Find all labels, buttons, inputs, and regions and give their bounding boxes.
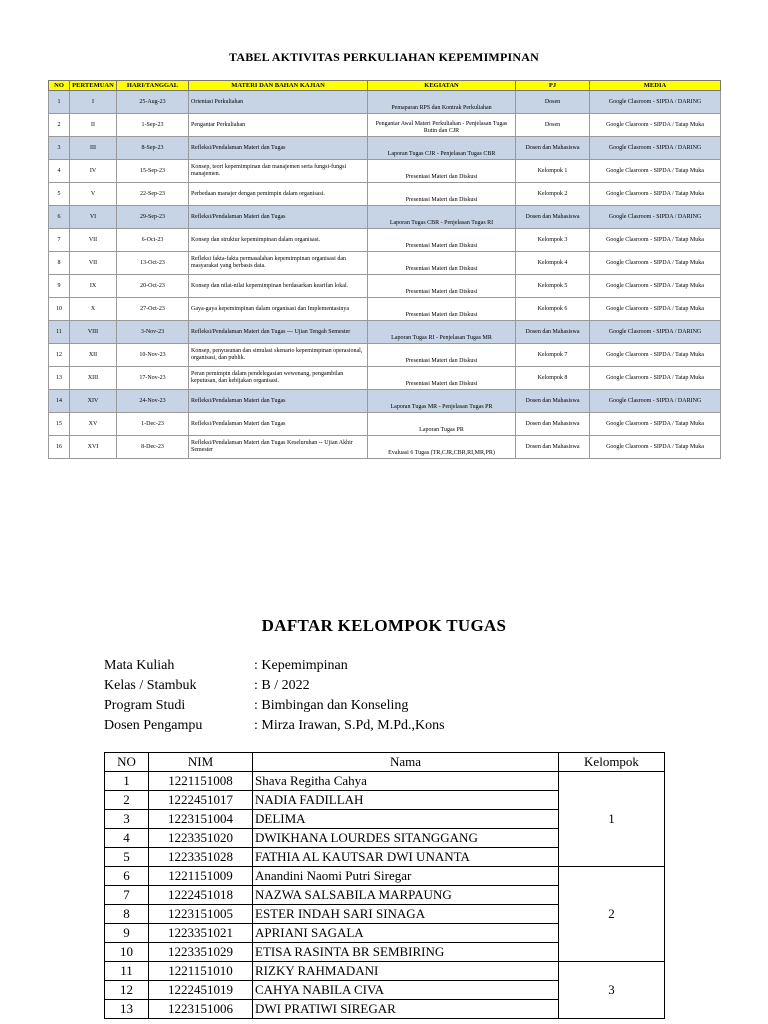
header-no: NO [49, 81, 70, 91]
cell-nama: NADIA FADILLAH [253, 791, 559, 810]
course-info-row [104, 696, 445, 716]
cell-kegiatan: Presentasi Materi dan Diskusi [368, 160, 516, 183]
cell-nim: 1222451019 [149, 981, 253, 1000]
cell-nama: DELIMA [253, 810, 559, 829]
cell-nim: 1223351028 [149, 848, 253, 867]
cell-kegiatan: Pengantar Awal Materi Perkuliahan - Penjelasan Tugas Rutin dan CJR [368, 114, 516, 137]
cell-kegiatan: Presentasi Materi dan Diskusi [368, 298, 516, 321]
cell-nama: CAHYA NABILA CIVA [253, 981, 559, 1000]
cell-nama: Shava Regitha Cahya [253, 772, 559, 791]
cell-no: 11 [49, 321, 70, 344]
info-label: Dosen Pengampu [104, 718, 203, 733]
cell-pj: Dosen dan Mahasiswa [516, 390, 590, 413]
activity-row [49, 183, 721, 206]
cell-nim: 1221151010 [149, 962, 253, 981]
cell-no: 1 [49, 91, 70, 114]
cell-kegiatan: Presentasi Materi dan Diskusi [368, 344, 516, 367]
activity-row [49, 91, 721, 114]
group-list-title: DAFTAR KELOMPOK TUGAS [261, 616, 507, 635]
cell-no: 10 [49, 298, 70, 321]
cell-pj: Kelompok 2 [516, 183, 590, 206]
cell-kegiatan: Presentasi Materi dan Diskusi [368, 367, 516, 390]
cell-materi: Refleksi/Pendalaman Materi dan Tugas Keseluruhan -- Ujian Akhir Semester [189, 436, 368, 459]
cell-no: 10 [105, 943, 149, 962]
cell-media: Google Clasroom - SIPDA / DARING [590, 137, 721, 160]
cell-nim: 1221151008 [149, 772, 253, 791]
cell-pertemuan: III [70, 137, 117, 160]
cell-pj: Kelompok 6 [516, 298, 590, 321]
cell-materi: Refleksi fakta-fakta permasalahan kepemimpinan organisasi dan masyarakat yang berbasis data. [189, 252, 368, 275]
info-label: Mata Kuliah [104, 658, 175, 673]
cell-no: 9 [49, 275, 70, 298]
cell-media: Google Clasroom - SIPDA / Tatap Muka [590, 436, 721, 459]
cell-pertemuan: XIV [70, 390, 117, 413]
cell-pj: Dosen dan Mahasiswa [516, 137, 590, 160]
cell-pertemuan: XVI [70, 436, 117, 459]
cell-pj: Kelompok 8 [516, 367, 590, 390]
cell-no: 6 [49, 206, 70, 229]
cell-pertemuan: XII [70, 344, 117, 367]
cell-tanggal: 10-Nov-23 [117, 344, 189, 367]
header-no: NO [105, 753, 149, 772]
cell-no: 4 [105, 829, 149, 848]
cell-pertemuan: VII [70, 229, 117, 252]
header-pj: PJ [516, 81, 590, 91]
header-media: MEDIA [590, 81, 721, 91]
cell-no: 2 [105, 791, 149, 810]
group-row [105, 867, 665, 886]
activity-row [49, 160, 721, 183]
activity-row [49, 367, 721, 390]
activity-row [49, 114, 721, 137]
cell-pj: Kelompok 1 [516, 160, 590, 183]
cell-nim: 1223351029 [149, 943, 253, 962]
cell-kegiatan: Laporan Tugas CBR - Penjelasan Tugas RI [368, 206, 516, 229]
cell-pj: Dosen [516, 91, 590, 114]
cell-no: 9 [105, 924, 149, 943]
cell-nim: 1223151004 [149, 810, 253, 829]
activity-table [48, 80, 721, 459]
cell-pertemuan: XIII [70, 367, 117, 390]
cell-pj: Dosen dan Mahasiswa [516, 321, 590, 344]
cell-nama: DWI PRATIWI SIREGAR [253, 1000, 559, 1019]
cell-kegiatan: Evaluasi 6 Tugas (TR,CJR,CBR,RI,MR,PR) [368, 436, 516, 459]
cell-tanggal: 24-Nov-23 [117, 390, 189, 413]
cell-tanggal: 27-Oct-23 [117, 298, 189, 321]
cell-media: Google Clasroom - SIPDA / DARING [590, 206, 721, 229]
cell-media: Google Clasroom - SIPDA / DARING [590, 91, 721, 114]
cell-materi: Konsep, teori kepemimpinan dan manajemen serta fungsi-fungsi manajemen. [189, 160, 368, 183]
cell-nim: 1223351021 [149, 924, 253, 943]
cell-no: 15 [49, 413, 70, 436]
cell-no: 1 [105, 772, 149, 791]
cell-media: Google Clasroom - SIPDA / Tatap Muka [590, 160, 721, 183]
cell-no: 3 [105, 810, 149, 829]
cell-materi: Konsep dan nilai-nilai kepemimpinan berdasarkan kearifan lokal. [189, 275, 368, 298]
header-tanggal: HARI/TANGGAL [117, 81, 189, 91]
cell-no: 14 [49, 390, 70, 413]
cell-nim: 1222451017 [149, 791, 253, 810]
cell-kegiatan: Laporan Tugas PR [368, 413, 516, 436]
cell-pj: Dosen dan Mahasiswa [516, 206, 590, 229]
cell-materi: Refleksi/Pendalaman Materi dan Tugas [189, 390, 368, 413]
cell-materi: Perbedaan manajer dengan pemimpin dalam organisasi. [189, 183, 368, 206]
cell-nama: Anandini Naomi Putri Siregar [253, 867, 559, 886]
cell-media: Google Clasroom - SIPDA / DARING [590, 321, 721, 344]
cell-no: 12 [49, 344, 70, 367]
cell-kelompok: 1 [559, 772, 665, 867]
cell-materi: Orientasi Perkuliahan [189, 91, 368, 114]
cell-nama: NAZWA SALSABILA MARPAUNG [253, 886, 559, 905]
group-table [104, 752, 665, 1019]
cell-tanggal: 29-Sep-23 [117, 206, 189, 229]
activity-row [49, 206, 721, 229]
header-kelompok: Kelompok [559, 753, 665, 772]
activity-row [49, 344, 721, 367]
cell-no: 11 [105, 962, 149, 981]
cell-nama: ESTER INDAH SARI SINAGA [253, 905, 559, 924]
cell-no: 7 [49, 229, 70, 252]
cell-media: Google Clasroom - SIPDA / Tatap Muka [590, 252, 721, 275]
cell-no: 12 [105, 981, 149, 1000]
cell-materi: Gaya-gaya kepemimpinan dalam organisasi dan Implementasinya [189, 298, 368, 321]
course-info-row [104, 656, 445, 676]
activity-row [49, 252, 721, 275]
cell-media: Google Clasroom - SIPDA / Tatap Muka [590, 114, 721, 137]
header-materi: MATERI DAN BAHAN KAJIAN [189, 81, 368, 91]
cell-kegiatan: Pemaparan RPS dan Kontrak Perkuliahan [368, 91, 516, 114]
cell-kegiatan: Presentasi Materi dan Diskusi [368, 252, 516, 275]
activity-row [49, 229, 721, 252]
cell-kelompok: 3 [559, 962, 665, 1019]
cell-media: Google Clasroom - SIPDA / Tatap Muka [590, 229, 721, 252]
cell-materi: Konsep, penyusunan dan simulasi skenario kepemimpinan operasional, organisasi, dan publik. [189, 344, 368, 367]
cell-pertemuan: VI [70, 206, 117, 229]
cell-nama: RIZKY RAHMADANI [253, 962, 559, 981]
cell-no: 7 [105, 886, 149, 905]
cell-pertemuan: X [70, 298, 117, 321]
info-label: Kelas / Stambuk [104, 678, 197, 693]
course-info [104, 656, 445, 736]
cell-materi: Refleksi/Pendalaman Materi dan Tugas --- Ujian Tengah Semester [189, 321, 368, 344]
header-nama: Nama [253, 753, 559, 772]
activity-row [49, 298, 721, 321]
cell-materi: Konsep dan struktur kepemimpinan dalam organisasi. [189, 229, 368, 252]
info-value: : Bimbingan dan Konseling [254, 698, 409, 713]
cell-kegiatan: Laporan Tugas CJR - Penjelasan Tugas CBR [368, 137, 516, 160]
cell-materi: Refleksi/Pendalaman Materi dan Tugas [189, 413, 368, 436]
cell-no: 13 [49, 367, 70, 390]
course-info-row [104, 676, 445, 696]
group-header-row [105, 753, 665, 772]
cell-pj: Kelompok 5 [516, 275, 590, 298]
cell-kegiatan: Presentasi Materi dan Diskusi [368, 183, 516, 206]
cell-pertemuan: IX [70, 275, 117, 298]
info-label: Program Studi [104, 698, 186, 713]
cell-materi: Refleksi/Pendalaman Materi dan Tugas [189, 137, 368, 160]
cell-materi: Peran pemimpin dalam pendelegasian wewenang, pengambilan keputusan, dan kebijakan organisasi. [189, 367, 368, 390]
cell-no: 4 [49, 160, 70, 183]
cell-tanggal: 8-Sep-23 [117, 137, 189, 160]
cell-no: 5 [49, 183, 70, 206]
cell-nama: FATHIA AL KAUTSAR DWI UNANTA [253, 848, 559, 867]
cell-media: Google Clasroom - SIPDA / Tatap Muka [590, 344, 721, 367]
cell-pertemuan: V [70, 183, 117, 206]
cell-media: Google Clasroom - SIPDA / DARING [590, 390, 721, 413]
cell-pj: Kelompok 3 [516, 229, 590, 252]
info-value: : B / 2022 [254, 678, 310, 693]
cell-nama: APRIANI SAGALA [253, 924, 559, 943]
cell-pertemuan: II [70, 114, 117, 137]
cell-tanggal: 6-Oct-23 [117, 229, 189, 252]
cell-pj: Dosen [516, 114, 590, 137]
cell-media: Google Clasroom - SIPDA / Tatap Muka [590, 413, 721, 436]
cell-tanggal: 20-Oct-23 [117, 275, 189, 298]
cell-tanggal: 1-Sep-23 [117, 114, 189, 137]
course-info-row [104, 716, 445, 736]
cell-kegiatan: Presentasi Materi dan Diskusi [368, 229, 516, 252]
activity-row [49, 413, 721, 436]
cell-nim: 1223151005 [149, 905, 253, 924]
cell-pj: Kelompok 7 [516, 344, 590, 367]
cell-pertemuan: I [70, 91, 117, 114]
group-row [105, 962, 665, 981]
cell-pj: Dosen dan Mahasiswa [516, 413, 590, 436]
cell-nama: ETISA RASINTA BR SEMBIRING [253, 943, 559, 962]
cell-tanggal: 25-Aug-23 [117, 91, 189, 114]
cell-no: 13 [105, 1000, 149, 1019]
activity-row [49, 390, 721, 413]
header-kegiatan: KEGIATAN [368, 81, 516, 91]
cell-pertemuan: VII [70, 252, 117, 275]
cell-no: 6 [105, 867, 149, 886]
activity-row [49, 436, 721, 459]
cell-no: 8 [105, 905, 149, 924]
cell-no: 5 [105, 848, 149, 867]
cell-kelompok: 2 [559, 867, 665, 962]
cell-tanggal: 22-Sep-23 [117, 183, 189, 206]
header-pertemuan: PERTEMUAN [70, 81, 117, 91]
cell-no: 16 [49, 436, 70, 459]
cell-tanggal: 1-Dec-23 [117, 413, 189, 436]
cell-media: Google Clasroom - SIPDA / Tatap Muka [590, 275, 721, 298]
activity-row [49, 275, 721, 298]
activity-header-row [49, 81, 721, 91]
cell-nim: 1223351020 [149, 829, 253, 848]
cell-kegiatan: Presentasi Materi dan Diskusi [368, 275, 516, 298]
cell-pertemuan: VIII [70, 321, 117, 344]
cell-no: 2 [49, 114, 70, 137]
cell-nim: 1221151009 [149, 867, 253, 886]
cell-tanggal: 3-Nov-23 [117, 321, 189, 344]
activity-row [49, 137, 721, 160]
cell-tanggal: 17-Nov-23 [117, 367, 189, 390]
cell-tanggal: 13-Oct-23 [117, 252, 189, 275]
cell-materi: Refleksi/Pendalaman Materi dan Tugas [189, 206, 368, 229]
activity-row [49, 321, 721, 344]
header-nim: NIM [149, 753, 253, 772]
cell-nim: 1222451018 [149, 886, 253, 905]
group-row [105, 772, 665, 791]
activity-table-title: TABEL AKTIVITAS PERKULIAHAN KEPEMIMPINAN [229, 50, 539, 64]
cell-pertemuan: IV [70, 160, 117, 183]
cell-tanggal: 8-Dec-23 [117, 436, 189, 459]
cell-pertemuan: XV [70, 413, 117, 436]
cell-nama: DWIKHANA LOURDES SITANGGANG [253, 829, 559, 848]
cell-media: Google Clasroom - SIPDA / Tatap Muka [590, 183, 721, 206]
cell-pj: Dosen dan Mahasiswa [516, 436, 590, 459]
cell-media: Google Clasroom - SIPDA / Tatap Muka [590, 367, 721, 390]
info-value: : Kepemimpinan [254, 658, 348, 673]
cell-nim: 1223151006 [149, 1000, 253, 1019]
info-value: : Mirza Irawan, S.Pd, M.Pd.,Kons [254, 718, 445, 733]
cell-media: Google Clasroom - SIPDA / Tatap Muka [590, 298, 721, 321]
cell-kegiatan: Laporan Tugas RI - Penjelasan Tugas MR [368, 321, 516, 344]
cell-no: 3 [49, 137, 70, 160]
cell-materi: Pengantar Perkuliahan [189, 114, 368, 137]
cell-tanggal: 15-Sep-23 [117, 160, 189, 183]
cell-pj: Kelompok 4 [516, 252, 590, 275]
cell-no: 8 [49, 252, 70, 275]
cell-kegiatan: Laporan Tugas MR - Penjelasan Tugas PR [368, 390, 516, 413]
